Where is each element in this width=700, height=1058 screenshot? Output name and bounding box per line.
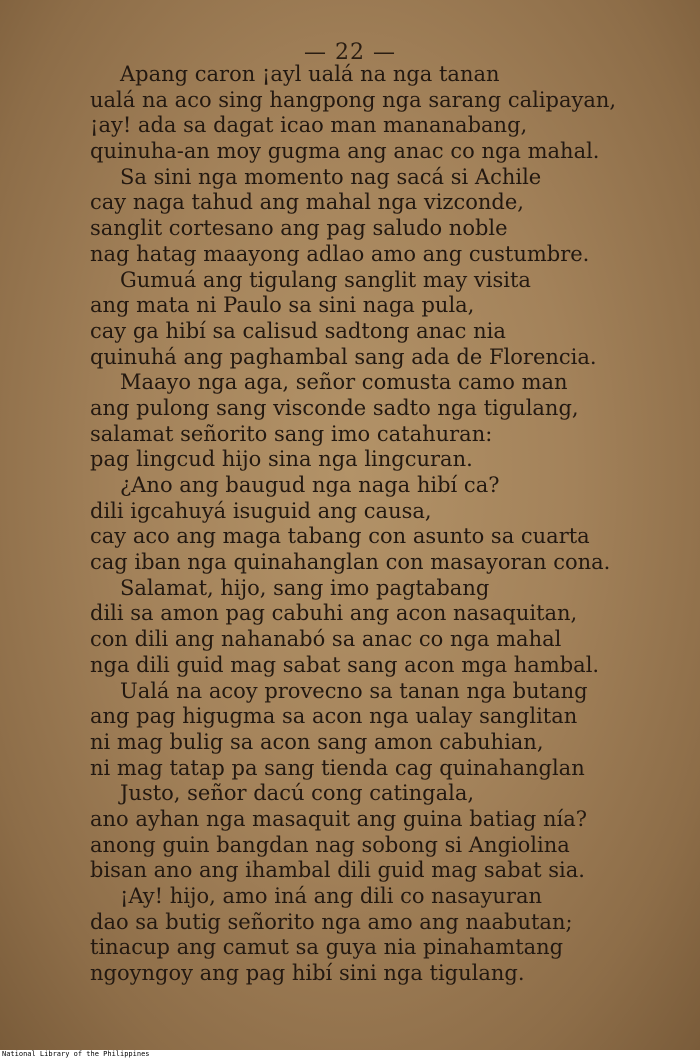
text-line: dili sa amon pag cabuhi ang acon nasaquitan, — [90, 601, 578, 626]
text-line: ualá na aco sing hangpong nga sarang calipayan, — [90, 87, 617, 112]
text-line: ni mag bulig sa acon sang amon cabuhian, — [90, 729, 544, 754]
text-line: cay naga tahud ang mahal nga vizconde, — [90, 190, 524, 215]
text-line: ang pulong sang visconde sadto nga tigulang, — [90, 395, 579, 420]
poem-text-block — [90, 62, 630, 987]
text-line: Sa sini nga momento nag sacá si Achile — [120, 164, 542, 189]
text-line: ang pag higugma sa acon nga ualay sanglitan — [90, 704, 578, 729]
page-number: — 22 — — [304, 40, 396, 65]
text-line: ang mata ni Paulo sa sini naga pula, — [90, 293, 475, 318]
text-line: Ualá na acoy provecno sa tanan nga butang — [120, 678, 588, 703]
text-line: tinacup ang camut sa guya nia pinahamtang — [90, 935, 564, 960]
text-line: dili igcahuyá isuguid ang causa, — [90, 498, 432, 523]
text-line: ¡Ay! hijo, amo iná ang dili co nasayuran — [120, 884, 542, 908]
text-line: dao sa butig señorito nga amo ang naabutan; — [90, 909, 573, 934]
text-line: Apang caron ¡ayl ualá na nga tanan — [120, 62, 500, 86]
library-watermark: National Library of the Philippines — [0, 1050, 700, 1058]
text-line: cay aco ang maga tabang con asunto sa cuarta — [90, 524, 590, 549]
text-line: ¿Ano ang baugud nga naga hibí ca? — [120, 473, 500, 497]
text-line: bisan ano ang ihambal dili guid mag sabat sia. — [90, 858, 585, 883]
text-line: ni mag tatap pa sang tienda cag quinahanglan — [90, 755, 585, 780]
text-line: ano ayhan nga masaquit ang guina batiag nía? — [90, 806, 588, 831]
text-line: Justo, señor dacú cong catingala, — [120, 781, 475, 806]
text-line: sanglit cortesano ang pag saludo noble — [90, 216, 508, 241]
text-line: cag iban nga quinahanglan con masayoran cona. — [90, 550, 611, 575]
text-line: Gumuá ang tigulang sanglit may visita — [120, 267, 531, 292]
text-line: con dili ang nahanabó sa anac co nga mahal — [90, 627, 562, 652]
text-line: salamat señorito sang imo catahuran: — [90, 421, 493, 446]
text-line: ngoyngoy ang pag hibí sini nga tigulang. — [90, 961, 525, 986]
text-line: nag hatag maayong adlao amo ang custumbre. — [90, 241, 590, 266]
text-line: Salamat, hijo, sang imo pagtabang — [120, 575, 490, 600]
text-line: pag lingcud hijo sina nga lingcuran. — [90, 447, 473, 472]
text-line: ¡ay! ada sa dagat icao man mananabang, — [90, 113, 528, 138]
text-line: Maayo nga aga, señor comusta camo man — [120, 370, 568, 395]
text-line: quinuhá ang paghambal sang ada de Florencia. — [90, 344, 597, 369]
text-line: anong guin bangdan nag sobong si Angiolina — [90, 832, 570, 857]
text-line: nga dili guid mag sabat sang acon mga hambal. — [90, 652, 600, 677]
text-line: cay ga hibí sa calisud sadtong anac nia — [90, 318, 506, 343]
text-line: quinuha-an moy gugma ang anac co nga mahal. — [90, 139, 600, 164]
